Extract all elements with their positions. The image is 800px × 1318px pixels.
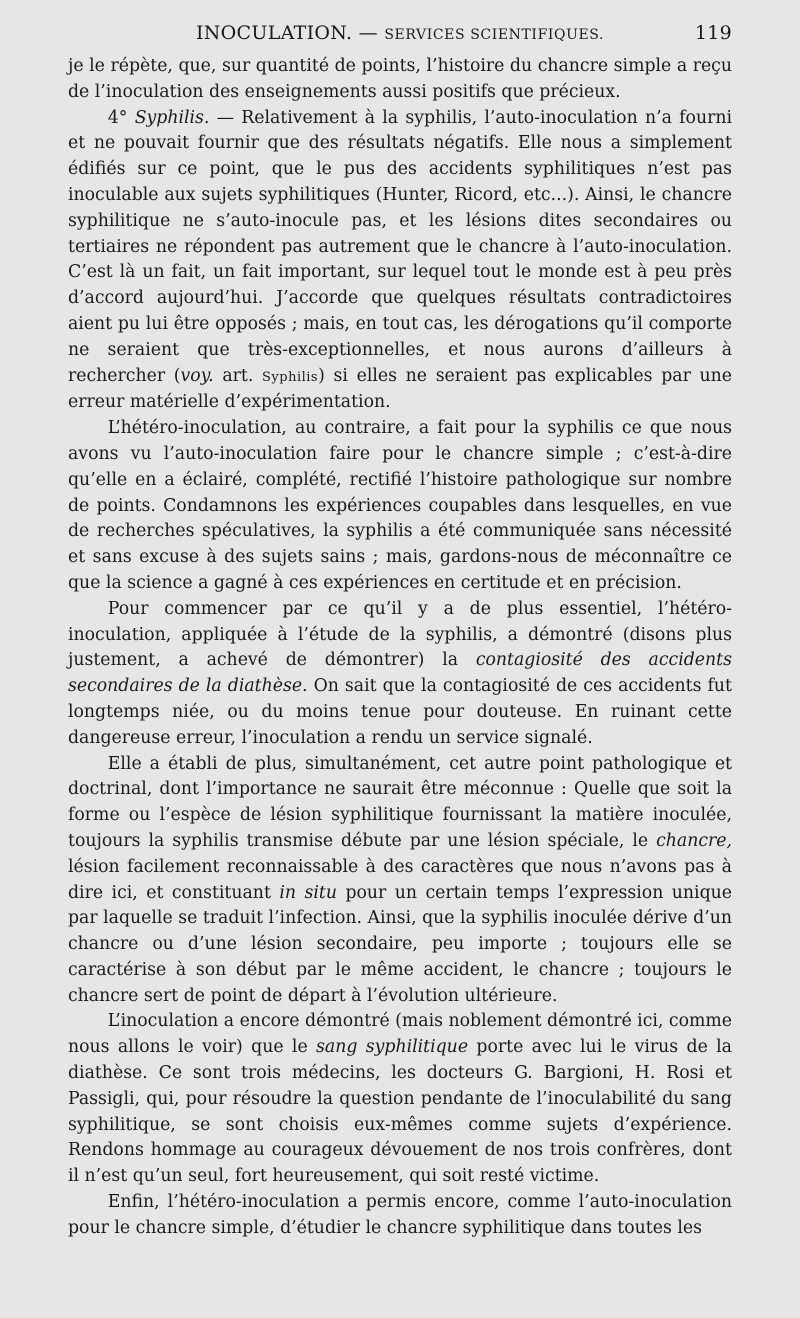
text-run: porte avec lui le virus de la diathèse. Ce sont trois médecins, les docteurs G. Bargioni, H. Rosi et Passigli, qui, pour résoudre la question pendante de l’inoculabilité du sang syphilitique, se sont choisis eux-mêmes comme sujets d’expérience. Rendons hommage au courageux dévouement de nos trois confrères, dont il n’est qu’un seul, fort heureusement, qui soit resté victime.	[68, 1037, 732, 1187]
page-number: 119	[694, 22, 732, 44]
small-caps-text: Syphilis	[262, 369, 319, 385]
text-run: je le répète, que, sur quantité de points, l’histoire du chancre simple a reçu de l’inoculation des enseignements aussi positifs que précieux.	[68, 56, 732, 102]
italic-text: Syphilis.	[134, 107, 210, 128]
text-run: Enfin, l’hétéro-inoculation a permis encore, comme l’auto-inoculation pour le chancre simple, d’étudier le chancre syphilitique dans toutes les	[68, 1192, 732, 1238]
running-title	[196, 22, 604, 44]
text-run: L’hétéro-inoculation, au contraire, a fait pour la syphilis ce que nous avons vu l’auto-inoculation faire pour le chancre simple ; c’est-à-dire qu’elle en a éclairé, complété, rectifié l’histoire pathologique sur nombre de points. Condamnons les expériences coupables dans lesquelles, en vue de recherches spéculatives, la syphilis a été communiquée sans nécessité et sans excuse à des sujets sains ; mais, gardons-nous de méconnaître ce que la science a gagné à ces expériences en certitude et en précision.	[68, 418, 732, 593]
paragraph	[68, 54, 732, 106]
text-run: ) si elles ne seraient pas explicables par une erreur matérielle d’expérimentation.	[68, 365, 732, 413]
header-subtitle: SERVICES SCIENTIFIQUES.	[384, 27, 605, 43]
text-run: pour un certain temps l’expression unique par laquelle se traduit l’infection. Ainsi, que la syphilis inoculée dérive d’un chancre ou d’une lésion secondaire, peu importe ; toujours elle se caractérise à son début par le même accident, le chancre ; toujours le chancre sert de point de départ à l’évolution ultérieure.	[68, 882, 733, 1006]
paragraph	[68, 106, 732, 417]
paragraph	[68, 597, 732, 752]
header-dash: —	[358, 22, 378, 44]
running-header	[68, 22, 732, 54]
paragraph	[68, 416, 732, 597]
paragraph	[68, 1190, 732, 1242]
text-run: L’inoculation a encore démontré (mais noblement démontré ici, comme nous allons le voir) que le	[68, 1011, 732, 1058]
text-run: art.	[213, 365, 263, 386]
body-text	[68, 54, 732, 1242]
italic-text: chancre,	[656, 830, 732, 851]
text-run: On sait que la contagiosité de ces accidents fut longtemps niée, ou du moins tenue pour douteuse. En ruinant cette dangereuse erreur, l’inoculation a rendu un service signalé.	[68, 676, 732, 748]
paragraph	[68, 752, 732, 1010]
italic-text: sang syphilitique	[316, 1037, 469, 1058]
text-run: lésion facilement reconnaissable à des caractères que nous n’avons pas à dire ici, et constituant	[68, 856, 732, 903]
italic-text: voy.	[180, 365, 214, 386]
text-run: 4°	[107, 107, 135, 128]
header-title: INOCULATION.	[195, 22, 353, 44]
text-run: Elle a établi de plus, simultanément, cet autre point pathologique et doctrinal, dont l’importance ne saurait être méconnue : Quelle que soit la forme ou l’espèce de lésion syphilitique fournissant la matière inoculée, toujours la syphilis transmise débute par une lésion spéciale, le	[68, 753, 732, 851]
italic-text: in situ	[279, 882, 337, 903]
text-run: — Relativement à la syphilis, l’auto-inoculation n’a fourni et ne pouvait fournir que des résultats négatifs. Elle nous a simplement édifiés sur ce point, que le pus des accidents syphilitiques n’est pas inoculable aux sujets syphilitiques (Hunter, Ricord, etc...). Ainsi, le chancre syphilitique ne s’auto-inocule pas, et les lésions dites secondaires ou tertiaires ne répondent pas autrement que le chancre à l’auto-inoculation. C’est là un fait, un fait important, sur lequel tout le monde est à peu près d’accord aujourd’hui. J’accorde que quelques résultats contradictoires aient pu lui être opposés ; mais, en tout cas, les dérogations qu’il comporte ne seraient que très-exceptionnelles, et nous aurons d’ailleurs à rechercher (	[68, 107, 732, 386]
italic-text: contagiosité des accidents secondaires de la diathèse.	[68, 650, 732, 697]
paragraph	[68, 1009, 732, 1190]
text-run: Pour commencer par ce qu’il y a de plus essentiel, l’hétéro-inoculation, appliquée à l’étude de la syphilis, a démontré (disons plus justement, a achevé de démontrer) la	[68, 598, 732, 671]
